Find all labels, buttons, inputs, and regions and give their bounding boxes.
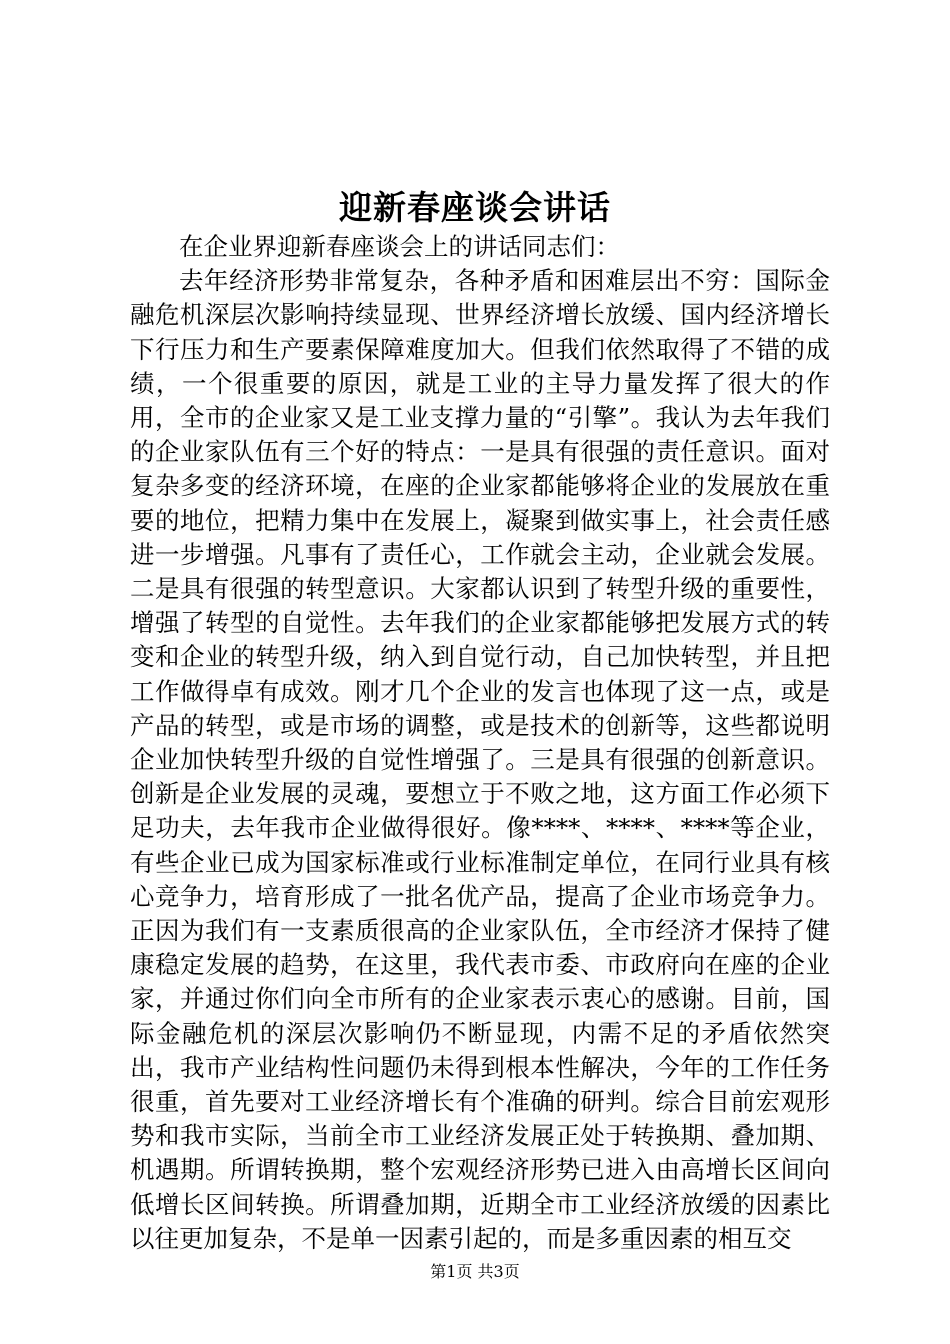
paragraph-salutation: 在企业界迎新春座谈会上的讲话同志们： bbox=[179, 232, 620, 261]
page-number-footer: 第1页 共3页 bbox=[430, 1262, 520, 1281]
document-title: 迎新春座谈会讲话 bbox=[339, 188, 611, 227]
document-body bbox=[130, 230, 830, 1256]
paragraph-main: 去年经济形势非常复杂，各种矛盾和困难层出不穷：国际金融危机深层次影响持续显现、世界经济增长放缓、国内经济增长下行压力和生产要素保障难度加大。但我们依然取得了不错的成绩，一个很重要的原因，就是工业的主导力量发挥了很大的作用，全市的企业家又是工业支撑力量的“引擎”。我认为去年我们的企业家队伍有三个好的特点：一是具有很强的责任意识。面对复杂多变的经济环境，在座的企业家都能够将企业的发展放在重要的地位，把精力集中在发展上，凝聚到做实事上，社会责任感进一步增强。凡事有了责任心，工作就会主动，企业就会发展。二是具有很强的转型意识。大家都认识到了转型升级的重要性，增强了转型的自觉性。去年我们的企业家都能够把发展方式的转变和企业的转型升级，纳入到自觉行动，自己加快转型，并且把工作做得卓有成效。刚才几个企业的发言也体现了这一点，或是产品的转型，或是市场的调整，或是技术的创新等，这些都说明企业加快转型升级的自觉性增强了。三是具有很强的创新意识。创新是企业发展的灵魂，要想立于不败之地，这方面工作必须下足功夫，去年我市企业做得很好。像****、****、****等企业，有些企业已成为国家标准或行业标准制定单位，在同行业具有核心竞争力，培育形成了一批名优产品，提高了企业市场竞争力。正因为我们有一支素质很高的企业家队伍，全市经济才保持了健康稳定发展的趋势，在这里，我代表市委、市政府向在座的企业家，并通过你们向全市所有的企业家表示衷心的感谢。目前，国际金融危机的深层次影响仍不断显现，内需不足的矛盾依然突出，我市产业结构性问题仍未得到根本性解决，今年的工作任务很重，首先要对工业经济增长有个准确的研判。综合目前宏观形势和我市实际，当前全市工业经济发展正处于转换期、叠加期、机遇期。所谓转换期，整个宏观经济形势已进入由高增长区间向低增长区间转换。所谓叠加期，近期全市工业经济放缓的因素比以往更加复杂，不是单一因素引起的，而是多重因素的相互交 bbox=[130, 266, 830, 1253]
